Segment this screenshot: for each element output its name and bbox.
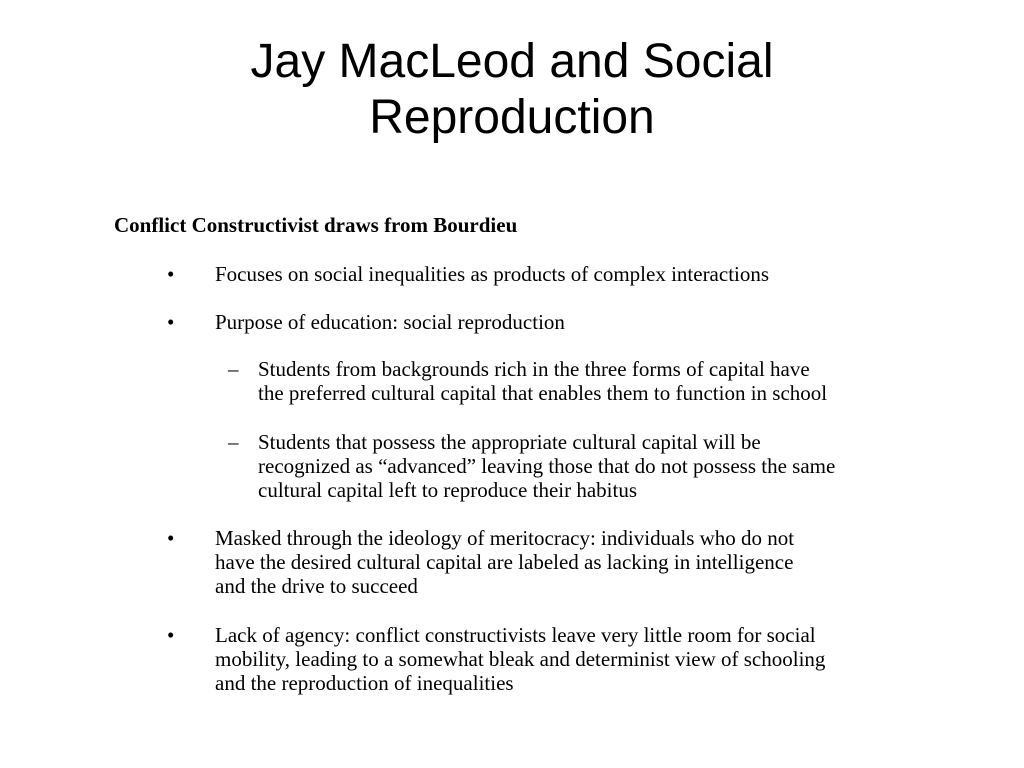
bullet-text [215,262,975,286]
bullet-item [167,262,975,286]
sub-bullet-item [228,357,974,405]
bullet-line: Lack of agency: conflict constructivists leave very little room for social [215,623,816,647]
bullet-text [215,526,975,598]
slide-title-line-2: Reproduction [369,91,655,144]
sub-bullet-item [228,430,974,502]
slide-title-line-1: Jay MacLeod and Social [250,35,774,88]
sub-bullet-line: the preferred cultural capital that enables them to function in school [258,381,828,405]
bullet-marker: • [167,310,175,334]
bullet-item [167,310,975,334]
bullet-text [215,310,975,334]
sub-bullet-line: recognized as “advanced” leaving those that do not possess the same [258,454,836,478]
bullet-item [167,623,975,695]
bullet-marker: • [167,623,175,647]
bullet-line: and the reproduction of inequalities [215,671,514,695]
bullet-line: Purpose of education: social reproduction [215,310,565,334]
bullet-text [215,623,975,695]
bullet-line: Masked through the ideology of meritocracy: individuals who do not [215,526,795,550]
sub-bullet-line: cultural capital left to reproduce their habitus [258,478,638,502]
dash-marker: – [228,357,239,381]
sub-bullet-text [258,357,974,405]
sub-bullet-line: Students from backgrounds rich in the three forms of capital have [258,357,810,381]
bullet-marker: • [167,262,175,286]
bullet-line: have the desired cultural capital are labeled as lacking in intelligence [215,550,794,574]
bullet-item [167,526,975,598]
sub-bullet-line: Students that possess the appropriate cultural capital will be [258,430,761,454]
bullet-line: Focuses on social inequalities as products of complex interactions [215,262,770,286]
bullet-line: mobility, leading to a somewhat bleak and determinist view of schooling [215,647,826,671]
bullet-line: and the drive to succeed [215,574,418,598]
dash-marker: – [228,430,239,454]
section-heading: Conflict Constructivist draws from Bourdieu [114,213,518,237]
sub-bullet-text [258,430,974,502]
bullet-marker: • [167,526,175,550]
